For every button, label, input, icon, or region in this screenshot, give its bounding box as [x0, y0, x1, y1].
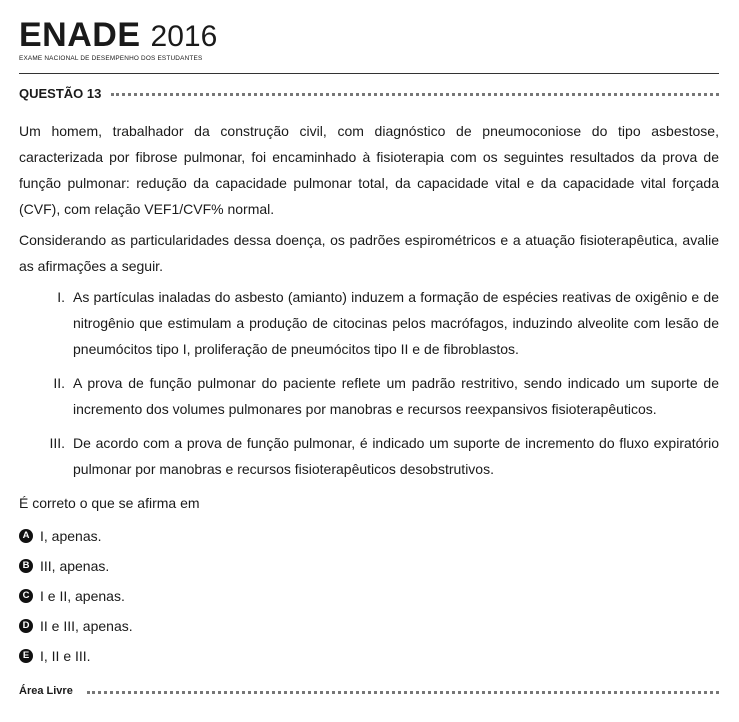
question-paragraph: Considerando as particularidades dessa doença, os padrões espirométricos e a atuação fisioterapêutica, avalie as afirmações a seguir. [19, 232, 719, 274]
dotted-leader [111, 93, 719, 96]
option-d[interactable] [19, 611, 719, 641]
header-divider [19, 73, 719, 74]
question-paragraph: Um homem, trabalhador da construção civil, com diagnóstico de pneumoconiose do tipo asbestose, caracterizada por fibrose pulmonar, foi encaminhado à fisioterapia com os seguintes resultados da prova de função pulmonar: redução da capacidade pulmonar total, da capacidade vital e da capacidade vital forçada (CVF), com relação VEF1/CVF% normal. [19, 123, 719, 217]
free-area-bar [19, 685, 719, 697]
option-a[interactable] [19, 521, 719, 551]
option-letter-badge: C [19, 589, 33, 603]
statement-item [19, 284, 719, 362]
option-text: I e II, apenas. [40, 588, 125, 604]
statement-item [19, 430, 719, 482]
logo-subtitle: EXAME NACIONAL DE DESEMPENHO DOS ESTUDANTES [19, 55, 203, 62]
option-text: II e III, apenas. [40, 618, 133, 634]
dotted-leader [87, 691, 719, 694]
option-text: I, apenas. [40, 528, 102, 544]
exam-header [19, 18, 217, 62]
option-b[interactable] [19, 551, 719, 581]
statement-number: II. [53, 375, 65, 391]
option-e[interactable] [19, 641, 719, 671]
statement-text: De acordo com a prova de função pulmonar, é indicado um suporte de incremento do fluxo expiratório pulmonar por manobras e recursos fisioterapêuticos desobstrutivos. [73, 435, 719, 477]
free-area-label: Área Livre [19, 685, 73, 697]
statement-number: I. [57, 289, 65, 305]
option-text: I, II e III. [40, 648, 91, 664]
statement-text: A prova de função pulmonar do paciente reflete um padrão restritivo, sendo indicado um suporte de incremento dos volumes pulmonares por manobras e recursos reexpansivos fisioterapêuticos. [73, 375, 719, 417]
option-letter-badge: A [19, 529, 33, 543]
question-title-bar [19, 86, 719, 101]
answer-options [19, 521, 719, 671]
question-title: QUESTÃO 13 [19, 86, 102, 101]
option-c[interactable] [19, 581, 719, 611]
option-letter-badge: B [19, 559, 33, 573]
statement-text: As partículas inaladas do asbesto (amianto) induzem a formação de espécies reativas de oxigênio e de nitrogênio que estimulam a produção de citocinas pelos macrófagos, induzindo alveolite com lesão de pneumócitos tipo I, proliferação de pneumócitos tipo II e de fibroblastos. [73, 289, 719, 357]
statement-item [19, 370, 719, 422]
statement-number: III. [49, 435, 65, 451]
option-text: III, apenas. [40, 558, 110, 574]
enade-logo [19, 18, 217, 52]
statement-list [19, 284, 719, 482]
logo-year-text: 2016 [150, 20, 218, 53]
question-body [19, 118, 719, 671]
option-letter-badge: D [19, 619, 33, 633]
option-letter-badge: E [19, 649, 33, 663]
question-prompt: É correto o que se afirma em [19, 495, 200, 511]
logo-main-text: ENADE [19, 16, 141, 54]
